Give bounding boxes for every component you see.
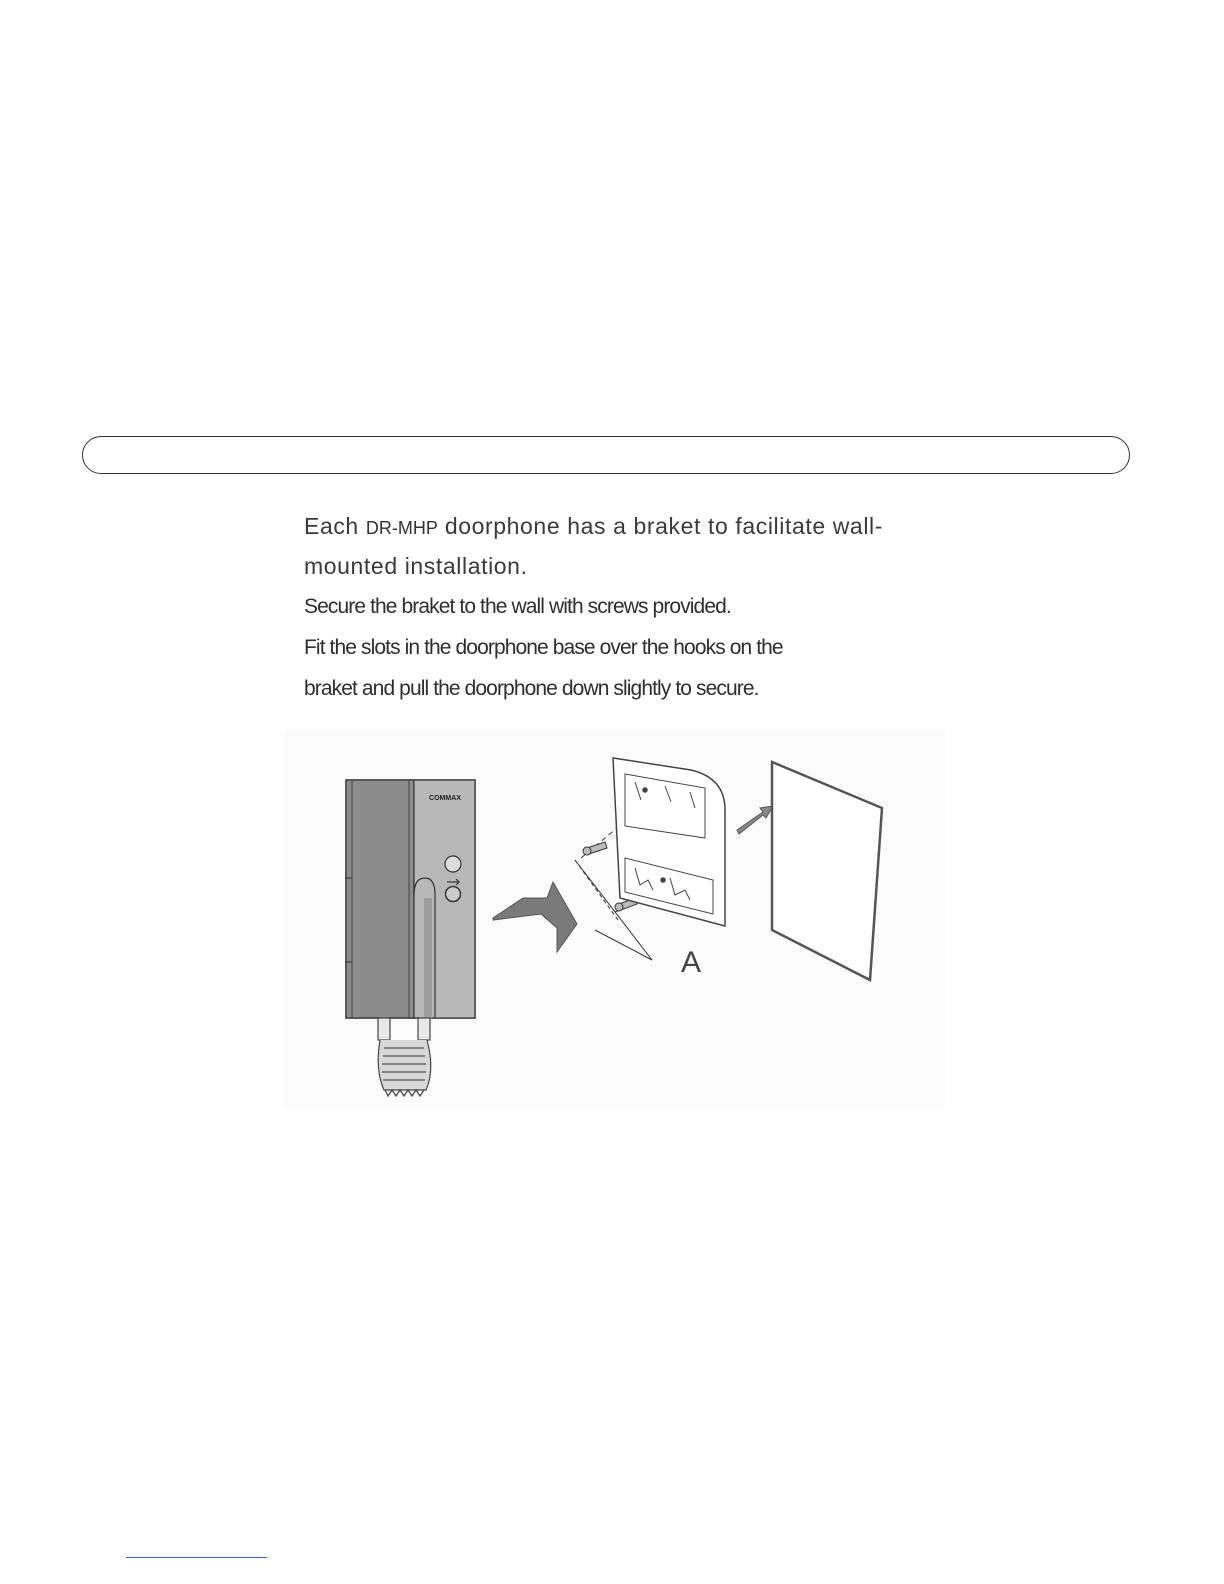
call-button-icon (445, 856, 461, 872)
mounting-bracket-illustration (613, 758, 725, 926)
step-line-3: braket and pull the doorphone down slightly to secure. (304, 677, 759, 700)
footer-rule (126, 1557, 267, 1558)
instructions-text (304, 506, 964, 709)
model-name: DR-MHP (365, 518, 438, 538)
step-line-1: Secure the braket to the wall with screws provided. (304, 595, 731, 618)
handset-cord-icon (378, 1018, 431, 1096)
brand-logo: COMMAX (429, 795, 461, 802)
doorphone-illustration (346, 780, 475, 1096)
intro-line-1 (304, 506, 964, 546)
label-a: A (680, 946, 702, 979)
installation-figure (285, 730, 945, 1108)
intro-each: Each (304, 513, 359, 539)
wall-arrow-icon (737, 806, 773, 834)
intro-rest: doorphone has a braket to facilitate wall- (444, 513, 883, 539)
intro-line-2: mounted installation. (304, 553, 528, 579)
wall-panel-illustration (772, 762, 882, 980)
step-line-2: Fit the slots in the doorphone base over the hooks on the (304, 636, 783, 659)
install-arrow-icon (493, 882, 577, 952)
door-open-button-icon (446, 887, 461, 902)
section-header-bar (82, 436, 1130, 474)
